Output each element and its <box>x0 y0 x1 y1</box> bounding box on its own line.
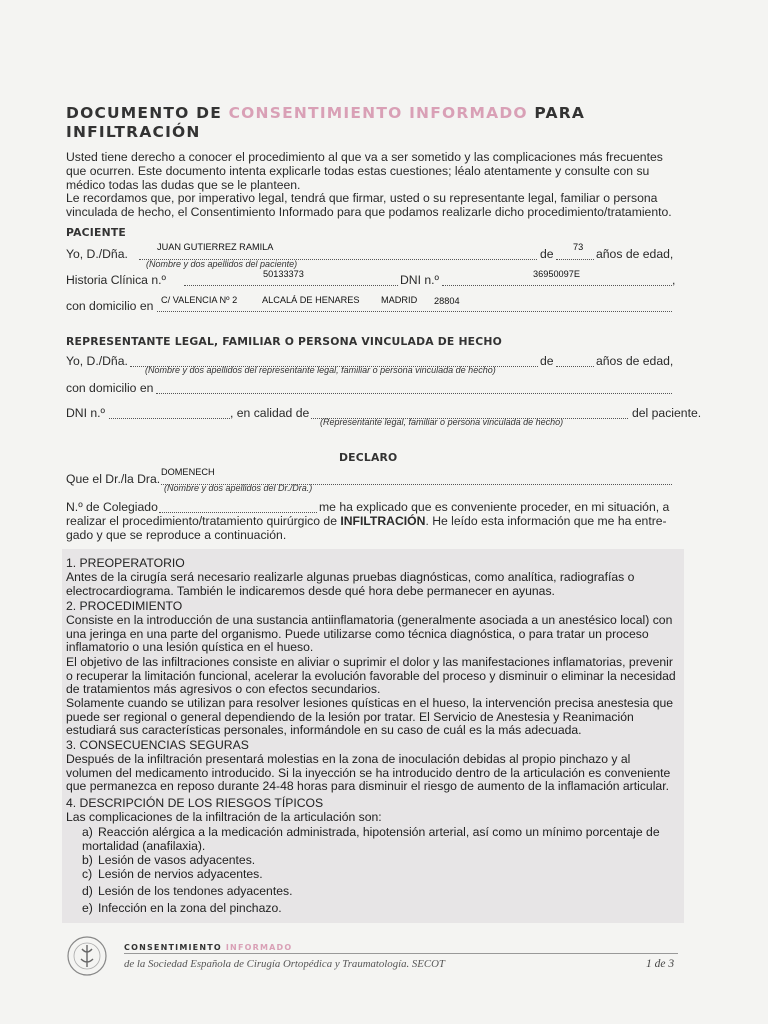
paciente-domicilio-postal-code[interactable]: 28804 <box>434 296 460 306</box>
declaro-dr-value[interactable]: DOMENECH <box>161 467 215 477</box>
paciente-domicilio-province[interactable]: MADRID <box>381 295 418 305</box>
declaro-procedure-name: INFILTRACIÓN <box>340 514 426 528</box>
paciente-age-suffix: años de edad, <box>596 247 674 261</box>
risk-item <box>82 868 263 882</box>
risk-key: b) <box>82 853 93 867</box>
risk-item <box>82 826 676 853</box>
representante-dni-label: DNI n.º <box>66 406 105 420</box>
risk-item <box>82 854 255 868</box>
title-line2: INFILTRACIÓN <box>66 123 201 141</box>
section-procedimiento-p3: Solamente cuando se utilizan para resolver lesiones quísticas en el hueso, la intervención precisa anestesia que puede ser regional o general dependiendo de la lesión por tratar. El Servicio de Anestesia y Reanimación estudiará sus características personales, informándole en su caso de cuál es la más adecuada. <box>66 696 674 738</box>
paciente-dni-label: DNI n.º <box>400 273 439 287</box>
risk-key: d) <box>82 884 93 898</box>
section-preoperatorio-text: Antes de la cirugía será necesario realizarle algunas pruebas diagnósticas, como analítica, radiografías o electrocardiograma. También le indicaremos desde qué hora debe permanecer en ayunas. <box>66 570 635 598</box>
representante-dni-line[interactable] <box>109 418 230 419</box>
declaro-dr-hint: (Nombre y dos apellidos del Dr./Dra.) <box>164 483 313 493</box>
paciente-name-hint: (Nombre y dos apellidos del paciente) <box>146 259 298 269</box>
section-riesgos-title: 4. DESCRIPCIÓN DE LOS RIESGOS TÍPICOS <box>66 796 324 810</box>
representante-domicilio-label: con domicilio en <box>66 381 154 395</box>
intro-paragraph-1: Usted tiene derecho a conocer el procedimiento al que va a ser sometido y las complicaciones más frecuentes que ocurren. Este documento intenta explicarle todas estas cuestiones; léalo atentamente y consulte con su médico todas las dudas que se le planteen. <box>66 150 663 192</box>
risk-text: Lesión de vasos adyacentes. <box>98 853 256 867</box>
representante-yo-label: Yo, D./Dña. <box>66 354 128 368</box>
declaro-line2 <box>66 514 667 528</box>
section-consecuencias-text: Después de la infiltración presentará molestias en la zona de inoculación debidas al propio pinchazo y al volumen del medicamento introducido. Si la inyección se ha introducido dentro de la articulación es conveniente que permanezca en reposo durante 24-48 horas para disminuir el riesgo de aumento de la inflamación articular. <box>66 752 671 794</box>
paciente-domicilio-label: con domicilio en <box>66 299 154 313</box>
paciente-yo-label: Yo, D./Dña. <box>66 247 128 261</box>
representante-heading: REPRESENTANTE LEGAL, FAMILIAR O PERSONA VINCULADA DE HECHO <box>66 335 502 348</box>
paciente-age-line <box>556 259 594 260</box>
risk-text: Lesión de los tendones adyacentes. <box>98 884 293 898</box>
paciente-de-label: de <box>540 247 554 261</box>
footer-subtitle: de la Sociedad Española de Cirugía Ortopédica y Traumatología. SECOT <box>124 958 445 970</box>
paciente-historia-label: Historia Clínica n.º <box>66 273 166 287</box>
section-procedimiento-p2: El objetivo de las infiltraciones consiste en aliviar o suprimir el dolor y las manifestaciones inflamatorias, prevenir o recuperar la limitación funcional, acelerar la evolución favorable del proceso y disminuir o eliminar la necesidad de tratamientos más agresivos o con efectos secundarios. <box>66 655 676 697</box>
risk-item <box>82 885 292 899</box>
paciente-historia-line <box>184 285 398 286</box>
declaro-colegiado-label: N.º de Colegiado <box>66 500 158 514</box>
risk-item <box>82 902 282 916</box>
risk-text: Reacción alérgica a la medicación administrada, hipotensión arterial, así como un mínimo porcentaje de mortalidad (anafilaxia). <box>82 825 660 853</box>
risk-key: c) <box>82 867 93 881</box>
declaro-colegiado-line[interactable] <box>159 512 317 513</box>
representante-de-label: de <box>540 354 554 368</box>
section-procedimiento-p1: Consiste en la introducción de una sustancia antiinflamatoria (generalmente asociada a un anestésico local) con una jeringa en una parte del organismo. Puede utilizarse como técnica diagnóstica, o para tratar un proceso inflamatorio o una lesión quística en el hueso. <box>66 613 673 655</box>
paciente-age-value[interactable]: 73 <box>573 242 584 252</box>
paciente-name-value[interactable]: JUAN GUTIERREZ RAMILA <box>157 242 274 252</box>
paciente-domicilio-street[interactable]: C/ VALENCIA Nº 2 <box>161 295 238 305</box>
paciente-domicilio-line <box>157 311 672 312</box>
representante-domicilio-line[interactable] <box>156 393 672 394</box>
representante-calidad-hint: (Representante legal, familiar o persona vinculada de hecho) <box>320 417 564 427</box>
footer-brand <box>124 943 292 952</box>
page-number: 1 de 3 <box>646 958 675 970</box>
footer-divider <box>124 953 678 954</box>
representante-name-hint: (Nombre y dos apellidos del representante legal, familiar o persona vinculada de hecho) <box>145 365 496 375</box>
paciente-dni-value[interactable]: 36950097E <box>533 269 581 279</box>
title-highlight: CONSENTIMIENTO INFORMADO <box>228 104 528 122</box>
paciente-dni-line <box>442 285 672 286</box>
representante-age-suffix: años de edad, <box>596 354 674 368</box>
intro-paragraph-2: Le recordamos que, por imperativo legal, tendrá que firmar, usted o su representante legal, familiar o persona vinculada de hecho, el Consentimiento Informado para que podamos realizarle dicho procedimiento/tratamiento. <box>66 191 672 219</box>
declaro-dr-label: Que el Dr./la Dra. <box>66 472 161 486</box>
title-part3: PARA <box>527 104 586 122</box>
paciente-domicilio-city[interactable]: ALCALÁ DE HENARES <box>262 295 360 305</box>
title-part1: DOCUMENTO DE <box>66 104 229 122</box>
risk-text: Lesión de nervios adyacentes. <box>98 867 263 881</box>
declaro-line3: gado y que se reproduce a continuación. <box>66 528 287 542</box>
declaro-line2-post: . He leído esta información que me ha entre- <box>425 514 667 528</box>
document-title <box>66 104 706 142</box>
declaro-line2-pre: realizar el procedimiento/tratamiento quirúrgico de <box>66 514 341 528</box>
declaro-heading: DECLARO <box>339 451 398 464</box>
paciente-comma: , <box>672 273 676 287</box>
paciente-heading: PACIENTE <box>66 226 126 239</box>
risk-key: e) <box>82 901 93 915</box>
section-procedimiento-title: 2. PROCEDIMIENTO <box>66 599 183 613</box>
risk-key: a) <box>82 825 93 839</box>
representante-del-paciente: del paciente. <box>632 406 702 420</box>
footer-brand-part2: INFORMADO <box>225 943 293 952</box>
section-riesgos-intro: Las complicaciones de la infiltración de la articulación son: <box>66 810 382 824</box>
footer-brand-part1: CONSENTIMIENTO <box>124 943 226 952</box>
risk-text: Infección en la zona del pinchazo. <box>98 901 282 915</box>
paciente-historia-value[interactable]: 50133373 <box>263 269 304 279</box>
representante-calidad-label: , en calidad de <box>230 406 310 420</box>
secot-seal-logo <box>66 935 108 977</box>
section-consecuencias-title: 3. CONSECUENCIAS SEGURAS <box>66 738 249 752</box>
representante-age-line[interactable] <box>556 366 594 367</box>
section-preoperatorio-title: 1. PREOPERATORIO <box>66 556 185 570</box>
declaro-colegiado-rest: me ha explicado que es conveniente proceder, en mi situación, a <box>319 500 670 514</box>
